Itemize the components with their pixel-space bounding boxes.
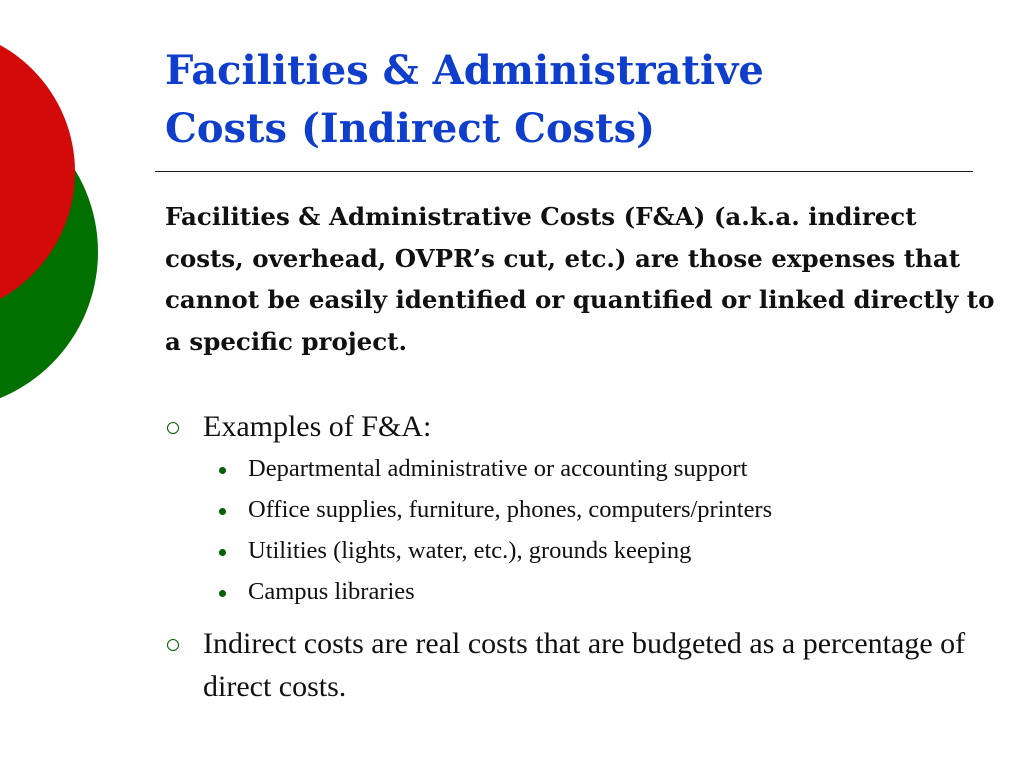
sub-bullet-item	[165, 489, 995, 530]
intro-paragraph: Facilities & Administrative Costs (F&A) (a.k.a. indirect costs, overhead, OVPR’s cut, etc.) are those expenses that cannot be easily identified or quantified or linked directly to a specific project.	[165, 202, 995, 356]
bullet-text: Indirect costs are real costs that are budgeted as a percentage of direct costs.	[203, 627, 966, 703]
decorative-circles	[0, 0, 110, 420]
sub-bullet-text: Office supplies, furniture, phones, computers/printers	[248, 496, 773, 523]
bullet-text: Examples of F&A:	[203, 410, 432, 443]
sub-bullet-item	[165, 448, 995, 489]
sub-bullet-item	[165, 571, 995, 612]
sub-bullet-text: Utilities (lights, water, etc.), grounds keeping	[248, 537, 692, 564]
slide-title	[165, 42, 985, 158]
hollow-circle-bullet-icon	[167, 639, 179, 651]
bullet-indirect-costs	[165, 622, 995, 708]
bullet-examples	[165, 405, 995, 448]
sub-bullet-item	[165, 530, 995, 571]
sub-bullet-text: Departmental administrative or accounting support	[248, 455, 748, 482]
sub-bullet-text: Campus libraries	[248, 578, 415, 605]
title-divider	[155, 171, 973, 172]
dot-bullet-icon	[219, 467, 226, 474]
slide-title-line-1: Facilities & Administrative	[165, 47, 764, 94]
dot-bullet-icon	[219, 590, 226, 597]
slide-title-line-2: Costs (Indirect Costs)	[165, 105, 656, 152]
bullet-list	[165, 405, 995, 708]
hollow-circle-bullet-icon	[167, 422, 179, 434]
dot-bullet-icon	[219, 508, 226, 515]
dot-bullet-icon	[219, 549, 226, 556]
